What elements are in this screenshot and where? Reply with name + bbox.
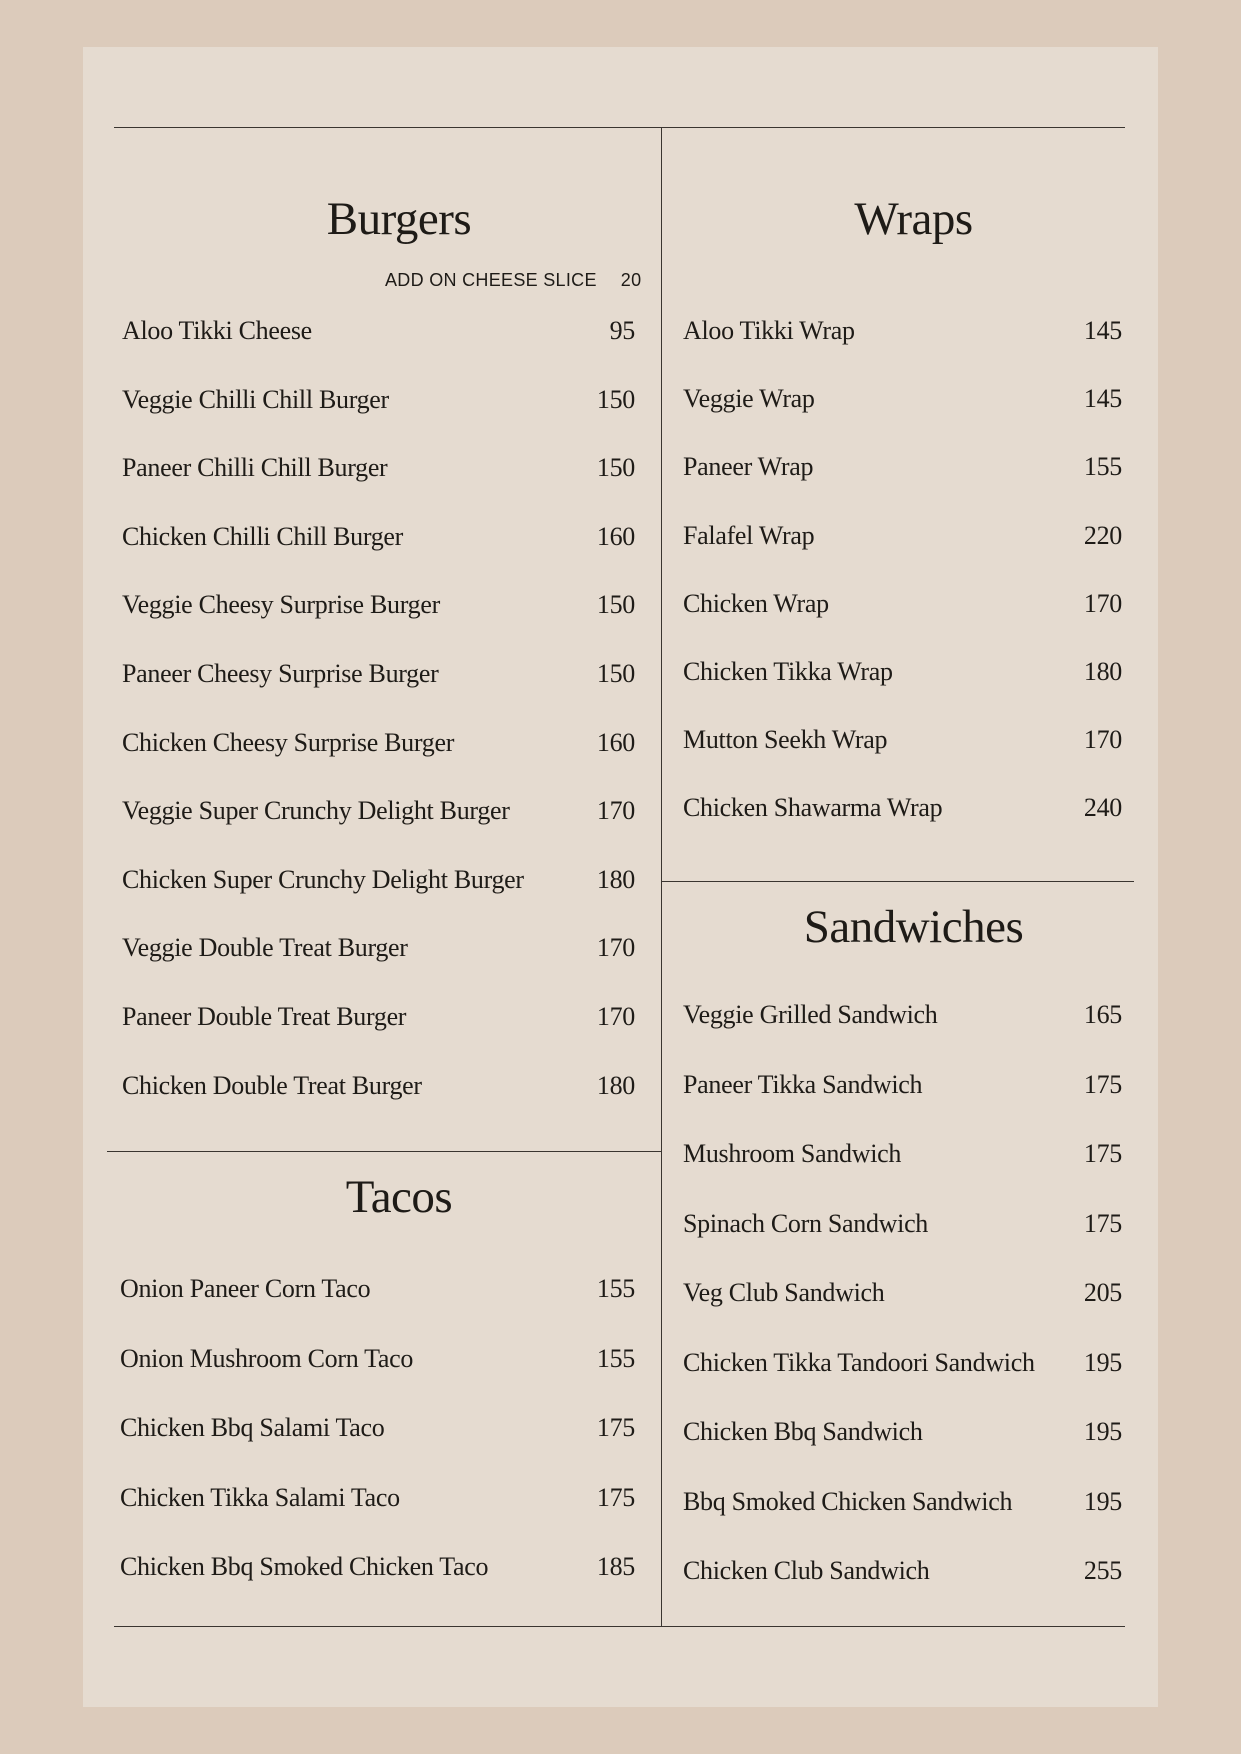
item-price: 175 [1083, 1208, 1122, 1238]
item-name: Chicken Club Sandwich [683, 1556, 930, 1585]
menu-item [122, 453, 635, 522]
item-price: 160 [596, 521, 635, 551]
addon-label: ADD ON CHEESE SLICE [385, 270, 597, 290]
item-price: 155 [596, 1343, 635, 1373]
item-price: 195 [1083, 1347, 1122, 1377]
item-name: Aloo Tikki Cheese [122, 316, 312, 345]
wraps-list [683, 316, 1122, 862]
item-price: 170 [596, 1001, 635, 1031]
item-price: 175 [1083, 1069, 1122, 1099]
item-name: Chicken Super Crunchy Delight Burger [122, 864, 524, 894]
menu-item [683, 1209, 1122, 1279]
burgers-list [122, 316, 635, 1139]
item-price: 155 [1083, 452, 1122, 482]
item-name: Paneer Double Treat Burger [122, 1001, 407, 1031]
item-price: 180 [596, 1070, 635, 1100]
item-name: Chicken Chilli Chill Burger [122, 521, 404, 551]
item-name: Paneer Tikka Sandwich [683, 1069, 923, 1099]
menu-item [683, 1000, 1122, 1070]
item-name: Chicken Bbq Sandwich [683, 1417, 923, 1446]
item-price: 150 [596, 658, 635, 688]
tacos-title: Tacos [345, 1171, 453, 1223]
item-price: 95 [609, 316, 635, 345]
item-name: Chicken Cheesy Surprise Burger [122, 727, 455, 757]
item-name: Veggie Wrap [683, 384, 815, 414]
item-name: Veg Club Sandwich [683, 1278, 885, 1307]
burgers-tacos-divider [107, 1151, 661, 1152]
menu-item [122, 316, 635, 385]
item-price: 170 [1083, 725, 1122, 755]
item-name: Chicken Bbq Salami Taco [120, 1413, 385, 1442]
menu-item [683, 1417, 1122, 1487]
menu-item [120, 1552, 635, 1622]
menu-item [683, 1348, 1122, 1418]
menu-item [120, 1413, 635, 1483]
menu-item [122, 1071, 635, 1140]
item-price: 180 [596, 864, 635, 894]
item-price: 220 [1083, 520, 1122, 550]
menu-item [683, 657, 1122, 725]
item-name: Spinach Corn Sandwich [683, 1208, 929, 1238]
item-name: Chicken Double Treat Burger [122, 1070, 422, 1100]
menu-item [683, 316, 1122, 384]
item-price: 175 [596, 1482, 635, 1512]
burgers-title: Burgers [326, 193, 472, 245]
menu-item [683, 384, 1122, 452]
item-name: Chicken Tikka Tandoori Sandwich [683, 1347, 1035, 1377]
menu-item [122, 385, 635, 454]
item-price: 145 [1083, 384, 1122, 414]
menu-item [120, 1344, 635, 1414]
menu-item [683, 1070, 1122, 1140]
column-divider [661, 127, 662, 1627]
item-name: Mutton Seekh Wrap [683, 725, 888, 755]
top-rule [114, 127, 1125, 128]
menu-item [122, 590, 635, 659]
item-name: Chicken Shawarma Wrap [683, 793, 943, 823]
item-name: Chicken Wrap [683, 588, 829, 618]
menu-item [683, 1278, 1122, 1348]
item-price: 155 [596, 1274, 635, 1303]
item-name: Aloo Tikki Wrap [683, 316, 855, 345]
item-price: 195 [1083, 1486, 1122, 1516]
sandwiches-list [683, 1000, 1122, 1626]
item-price: 150 [596, 384, 635, 414]
bottom-rule [114, 1626, 1125, 1627]
menu-item [122, 796, 635, 865]
menu-item [122, 933, 635, 1002]
item-name: Falafel Wrap [683, 520, 815, 550]
menu-item [683, 521, 1122, 589]
menu-item [683, 1487, 1122, 1557]
item-price: 255 [1083, 1556, 1122, 1585]
item-price: 185 [596, 1552, 635, 1581]
item-name: Veggie Grilled Sandwich [683, 1000, 938, 1029]
tacos-list [120, 1274, 635, 1622]
item-price: 180 [1083, 656, 1122, 686]
menu-item [683, 452, 1122, 520]
item-name: Mushroom Sandwich [683, 1139, 902, 1168]
wraps-title: Wraps [854, 193, 973, 245]
item-name: Veggie Super Crunchy Delight Burger [122, 796, 510, 826]
item-name: Veggie Cheesy Surprise Burger [122, 590, 440, 620]
item-name: Chicken Tikka Wrap [683, 656, 893, 686]
item-price: 160 [596, 727, 635, 757]
item-name: Paneer Chilli Chill Burger [122, 453, 388, 483]
item-name: Paneer Cheesy Surprise Burger [122, 658, 439, 688]
item-price: 170 [596, 796, 635, 826]
sandwiches-title: Sandwiches [803, 901, 1024, 953]
menu-item [120, 1274, 635, 1344]
menu-item [122, 865, 635, 934]
wraps-sandwiches-divider [661, 881, 1134, 882]
menu-item [120, 1483, 635, 1553]
menu-item [122, 522, 635, 591]
item-name: Paneer Wrap [683, 452, 814, 482]
item-price: 175 [596, 1413, 635, 1442]
menu-item [122, 1002, 635, 1071]
item-price: 195 [1083, 1417, 1122, 1446]
item-price: 205 [1083, 1278, 1122, 1307]
menu-item [122, 659, 635, 728]
menu-item [683, 725, 1122, 793]
menu-item [683, 589, 1122, 657]
item-price: 165 [1083, 1000, 1122, 1029]
item-name: Chicken Bbq Smoked Chicken Taco [120, 1552, 489, 1581]
item-price: 170 [596, 933, 635, 963]
item-name: Bbq Smoked Chicken Sandwich [683, 1486, 1013, 1516]
menu-item [683, 1139, 1122, 1209]
item-price: 170 [1083, 588, 1122, 618]
addon-price: 20 [620, 270, 642, 290]
menu-item [683, 793, 1122, 861]
item-name: Veggie Double Treat Burger [122, 933, 408, 963]
item-name: Chicken Tikka Salami Taco [120, 1482, 400, 1512]
item-price: 150 [596, 590, 635, 620]
menu-item [122, 728, 635, 797]
item-price: 145 [1083, 316, 1122, 345]
item-price: 240 [1083, 793, 1122, 823]
cheese-addon [385, 270, 641, 291]
item-name: Onion Mushroom Corn Taco [120, 1343, 414, 1373]
item-price: 150 [596, 453, 635, 483]
menu-item [683, 1556, 1122, 1626]
item-price: 175 [1083, 1139, 1122, 1168]
item-name: Veggie Chilli Chill Burger [122, 384, 389, 414]
item-name: Onion Paneer Corn Taco [120, 1274, 371, 1303]
